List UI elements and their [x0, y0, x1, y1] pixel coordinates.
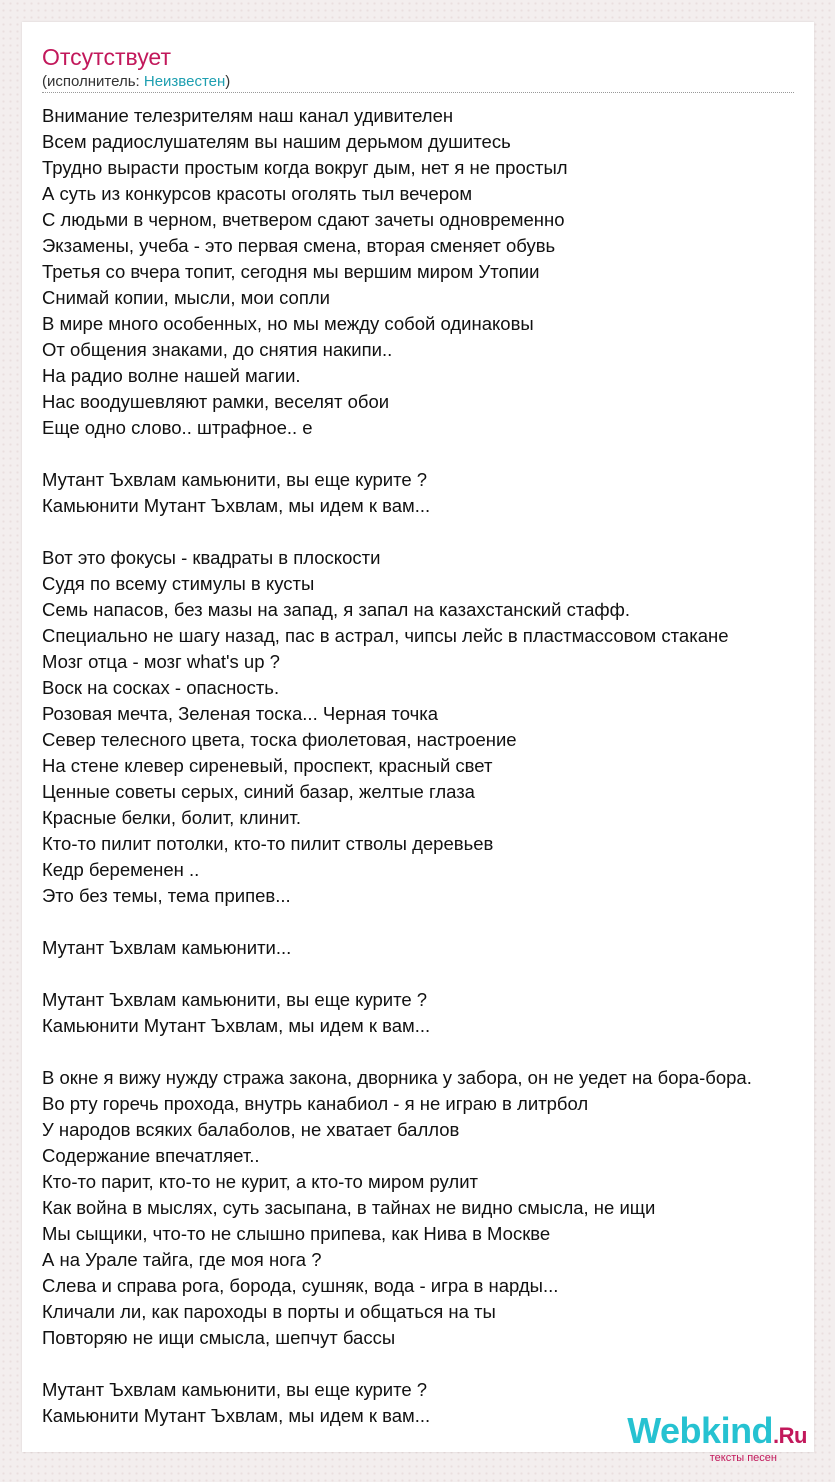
- lyric-stanza-break: [42, 961, 834, 987]
- lyric-stanza-break: [42, 1351, 834, 1377]
- lyric-line: Мутант Ъхвлам камьюнити...: [42, 937, 292, 958]
- lyric-line: Снимай копии, мысли, мои сопли: [42, 287, 330, 308]
- lyric-line: От общения знаками, до снятия накипи..: [42, 339, 393, 360]
- lyric-line: Камьюнити Мутант Ъхвлам, мы идем к вам...: [42, 1015, 431, 1036]
- lyric-line: На радио волне нашей магии.: [42, 365, 301, 386]
- logo-tld: .Ru: [773, 1423, 807, 1448]
- lyric-stanza-break: [42, 519, 834, 545]
- lyric-line: Экзамены, учеба - это первая смена, вторая сменяет обувь: [42, 235, 556, 256]
- artist-line: [42, 72, 230, 92]
- lyric-stanza-break: [42, 909, 834, 935]
- lyric-line: В окне я вижу нужду стража закона, дворника у забора, он не уедет на бора-бора.: [42, 1067, 752, 1088]
- lyric-line: На стене клевер сиреневый, проспект, красный свет: [42, 755, 493, 776]
- lyric-line: Судя по всему стимулы в кусты: [42, 573, 315, 594]
- lyric-line: Трудно вырасти простым когда вокруг дым, нет я не простыл: [42, 157, 568, 178]
- site-logo[interactable]: [627, 1410, 807, 1464]
- lyric-line: Кто-то парит, кто-то не курит, а кто-то миром рулит: [42, 1171, 478, 1192]
- lyric-line: Камьюнити Мутант Ъхвлам, мы идем к вам...: [42, 495, 431, 516]
- lyric-line: Во рту горечь прохода, внутрь канабиол - я не играю в литрбол: [42, 1093, 589, 1114]
- lyric-line: Ценные советы серых, синий базар, желтые глаза: [42, 781, 475, 802]
- lyric-line: Мозг отца - мозг what's up ?: [42, 651, 280, 672]
- lyric-line: А суть из конкурсов красоты оголять тыл вечером: [42, 183, 473, 204]
- lyric-line: У народов всяких балаболов, не хватает баллов: [42, 1119, 460, 1140]
- lyric-line: Кто-то пилит потолки, кто-то пилит стволы деревьев: [42, 833, 494, 854]
- lyric-line: Нас воодушевляют рамки, веселят обои: [42, 391, 390, 412]
- lyric-line: Содержание впечатляет..: [42, 1145, 260, 1166]
- lyric-line: Мутант Ъхвлам камьюнити, вы еще курите ?: [42, 989, 428, 1010]
- lyric-line: Розовая мечта, Зеленая тоска... Черная точка: [42, 703, 438, 724]
- lyric-line: Вот это фокусы - квадраты в плоскости: [42, 547, 381, 568]
- lyrics-text: [42, 103, 834, 1429]
- lyric-stanza-break: [42, 1039, 834, 1065]
- lyric-line: Специально не шагу назад, пас в астрал, чипсы лейс в пластмассовом стакане: [42, 625, 729, 646]
- lyric-line: Повторяю не ищи смысла, шепчут бассы: [42, 1327, 396, 1348]
- lyric-line: Семь напасов, без мазы на запад, я запал на казахстанский стафф.: [42, 599, 630, 620]
- title-divider: [42, 92, 794, 93]
- lyric-line: Север телесного цвета, тоска фиолетовая, настроение: [42, 729, 517, 750]
- lyrics-card: [22, 22, 814, 1452]
- logo-name: Webkind: [627, 1410, 774, 1451]
- artist-suffix: ): [225, 73, 231, 90]
- artist-link[interactable]: Неизвестен: [143, 73, 226, 90]
- lyric-line: В мире много особенных, но мы между собой одинаковы: [42, 313, 534, 334]
- lyric-line: Мутант Ъхвлам камьюнити, вы еще курите ?: [42, 469, 428, 490]
- lyric-line: Внимание телезрителям наш канал удивителен: [42, 105, 454, 126]
- artist-prefix: (исполнитель:: [42, 73, 144, 90]
- lyric-line: Слева и справа рога, борода, сушняк, вода - игра в нарды...: [42, 1275, 559, 1296]
- lyric-line: Кличали ли, как пароходы в порты и общаться на ты: [42, 1301, 496, 1322]
- lyric-line: Кедр беременен ..: [42, 859, 200, 880]
- lyric-line: Мы сыщики, что-то не слышно припева, как Нива в Москве: [42, 1223, 551, 1244]
- lyric-line: Третья со вчера топит, сегодня мы вершим миром Утопии: [42, 261, 540, 282]
- lyric-line: Как война в мыслях, суть засыпана, в тайнах не видно смысла, не ищи: [42, 1197, 656, 1218]
- lyric-line: Всем радиослушателям вы нашим дерьмом душитесь: [42, 131, 511, 152]
- logo-tagline: тексты песен: [709, 1452, 777, 1464]
- lyric-line: С людьми в черном, вчетвером сдают зачеты одновременно: [42, 209, 565, 230]
- logo-wordmark: [627, 1410, 807, 1454]
- lyric-stanza-break: [42, 441, 834, 467]
- lyric-line: Воск на сосках - опасность.: [42, 677, 280, 698]
- lyric-line: Еще одно слово.. штрафное.. е: [42, 417, 313, 438]
- lyric-line: Это без темы, тема припев...: [42, 885, 291, 906]
- lyric-line: А на Урале тайга, где моя нога ?: [42, 1249, 322, 1270]
- song-title: Отсутствует: [42, 44, 171, 70]
- lyric-line: Камьюнити Мутант Ъхвлам, мы идем к вам...: [42, 1405, 431, 1426]
- lyric-line: Мутант Ъхвлам камьюнити, вы еще курите ?: [42, 1379, 428, 1400]
- lyric-line: Красные белки, болит, клинит.: [42, 807, 301, 828]
